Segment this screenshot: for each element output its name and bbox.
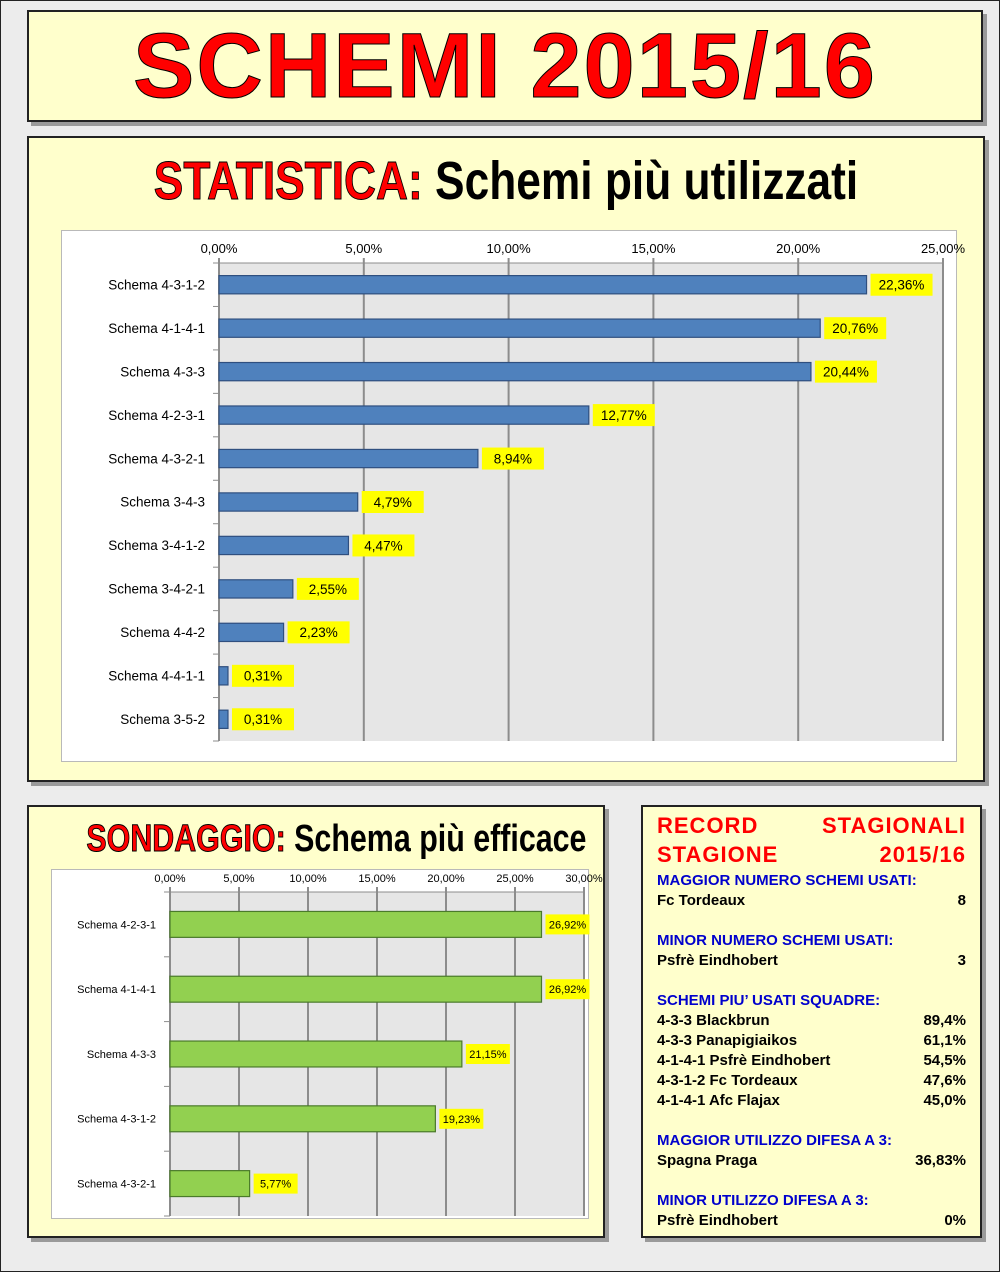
x-tick-label: 5,00% (345, 241, 383, 256)
bar (219, 623, 284, 641)
bar (219, 493, 358, 511)
data-label: 21,15% (469, 1048, 507, 1061)
category-label: Schema 4-3-1-2 (77, 1113, 156, 1126)
bar (219, 667, 228, 685)
record-value: 89,4% (923, 1012, 966, 1029)
data-label: 5,77% (260, 1178, 292, 1191)
bar (219, 276, 867, 294)
bar (219, 710, 228, 728)
data-label: 20,76% (832, 321, 879, 337)
sondaggio-heading-title: Schema più efficace (294, 818, 587, 860)
min-difesa-row (657, 1211, 966, 1230)
bar (219, 580, 293, 598)
bar (219, 536, 348, 554)
record-value: 47,6% (923, 1072, 966, 1089)
max-schemi-heading: MAGGIOR NUMERO SCHEMI USATI: (657, 872, 917, 889)
category-label: Schema 4-4-1-1 (108, 668, 205, 684)
title-panel (27, 10, 983, 122)
x-tick-label: 15,00% (358, 873, 396, 885)
bar (170, 1171, 250, 1197)
piu-usati-row (657, 1051, 966, 1070)
category-label: Schema 4-3-3 (120, 364, 205, 380)
category-label: Schema 4-2-3-1 (108, 407, 205, 423)
max-difesa-row (657, 1151, 966, 1170)
records-title-word: STAGIONALI (821, 813, 966, 838)
category-label: Schema 4-3-2-1 (108, 451, 205, 467)
data-label: 12,77% (600, 407, 647, 423)
x-tick-label: 10,00% (486, 241, 531, 256)
category-label: Schema 3-5-2 (120, 711, 205, 727)
record-team: 4-1-4-1 Psfrè Eindhobert (657, 1052, 831, 1069)
bar (170, 976, 541, 1002)
sondaggio-chart-area (51, 869, 603, 1219)
piu-usati-row (657, 1071, 966, 1090)
record-team: Psfrè Eindhobert (657, 952, 778, 969)
x-tick-label: 15,00% (631, 241, 676, 256)
bar (219, 406, 589, 424)
max-difesa-heading: MAGGIOR UTILIZZO DIFESA A 3: (657, 1132, 892, 1149)
category-label: Schema 4-3-1-2 (108, 277, 205, 293)
category-label: Schema 4-3-2-1 (77, 1178, 156, 1191)
records-title-word: STAGIONE (657, 842, 779, 867)
records-title-word: RECORD (657, 813, 759, 838)
min-difesa-heading: MINOR UTILIZZO DIFESA A 3: (657, 1192, 869, 1209)
sondaggio-panel (27, 805, 605, 1238)
bar (219, 449, 478, 467)
record-team: 4-1-4-1 Afc Flajax (657, 1092, 780, 1109)
statistica-panel (27, 136, 985, 782)
data-label: 20,44% (823, 364, 869, 380)
bar (170, 1041, 462, 1067)
min-schemi-heading: MINOR NUMERO SCHEMI USATI: (657, 932, 894, 949)
x-tick-label: 5,00% (223, 873, 255, 885)
data-label: 2,55% (308, 581, 347, 597)
record-value: 36,83% (915, 1152, 966, 1169)
record-team: 4-3-1-2 Fc Tordeaux (657, 1072, 798, 1089)
record-team: 4-3-3 Blackbrun (657, 1012, 770, 1029)
record-value: 3 (957, 952, 966, 969)
statistica-chart (62, 231, 966, 761)
data-label: 22,36% (878, 277, 925, 293)
x-tick-label: 0,00% (200, 241, 238, 256)
category-label: Schema 3-4-1-2 (108, 538, 205, 554)
bar (219, 319, 820, 337)
x-tick-label: 30,00% (565, 873, 603, 885)
data-label: 8,94% (493, 451, 533, 467)
record-team: 4-3-3 Panapigiaikos (657, 1032, 798, 1049)
bar (170, 911, 541, 937)
statistica-chart-area (61, 230, 966, 762)
x-tick-label: 20,00% (427, 873, 465, 885)
x-tick-label: 25,00% (920, 241, 966, 256)
data-label: 26,92% (548, 984, 587, 997)
record-value: 0% (944, 1212, 966, 1229)
x-tick-label: 10,00% (289, 873, 327, 885)
data-label: 4,79% (373, 494, 412, 510)
category-label: Schema 4-1-4-1 (108, 320, 205, 336)
data-label: 4,47% (364, 538, 403, 554)
piu-usati-row (657, 1091, 966, 1110)
records-panel (641, 805, 982, 1238)
bar (219, 363, 811, 381)
record-value: 54,5% (923, 1052, 966, 1069)
min-schemi-row (657, 951, 966, 970)
data-label: 0,31% (243, 712, 283, 728)
statistica-heading-title: Schemi più utilizzati (435, 151, 859, 211)
statistica-heading-label: STATISTICA: (153, 151, 423, 211)
records-title-line1 (657, 813, 966, 839)
data-label: 2,23% (299, 625, 338, 641)
category-label: Schema 4-3-3 (86, 1048, 156, 1061)
x-tick-label: 0,00% (154, 873, 186, 885)
piu-usati-row (657, 1011, 966, 1030)
x-tick-label: 20,00% (776, 241, 821, 256)
piu-usati-row (657, 1031, 966, 1050)
records-title-line2 (657, 842, 966, 868)
bar (170, 1106, 435, 1132)
sondaggio-chart (52, 870, 603, 1218)
records-title-word: 2015/16 (879, 842, 966, 867)
data-label: 0,31% (243, 668, 283, 684)
category-label: Schema 4-1-4-1 (77, 984, 156, 997)
record-team: Fc Tordeaux (657, 892, 746, 909)
category-label: Schema 4-4-2 (120, 625, 205, 641)
sondaggio-heading (86, 815, 587, 863)
record-team: Spagna Praga (657, 1152, 758, 1169)
x-tick-label: 25,00% (496, 873, 534, 885)
piu-usati-heading: SCHEMI PIU’ USATI SQUADRE: (657, 992, 881, 1009)
sondaggio-heading-label: SONDAGGIO: (86, 818, 286, 860)
page-title: SCHEMI 2015/16 (133, 15, 877, 117)
statistica-heading (115, 148, 897, 214)
data-label: 26,92% (548, 919, 587, 932)
category-label: Schema 3-4-2-1 (108, 581, 205, 597)
record-value: 61,1% (923, 1032, 966, 1049)
category-label: Schema 4-2-3-1 (77, 919, 156, 932)
record-team: Psfrè Eindhobert (657, 1212, 778, 1229)
max-schemi-row (657, 891, 966, 910)
category-label: Schema 3-4-3 (120, 494, 205, 510)
data-label: 19,23% (442, 1113, 481, 1126)
record-value: 45,0% (923, 1092, 966, 1109)
record-value: 8 (957, 892, 966, 909)
